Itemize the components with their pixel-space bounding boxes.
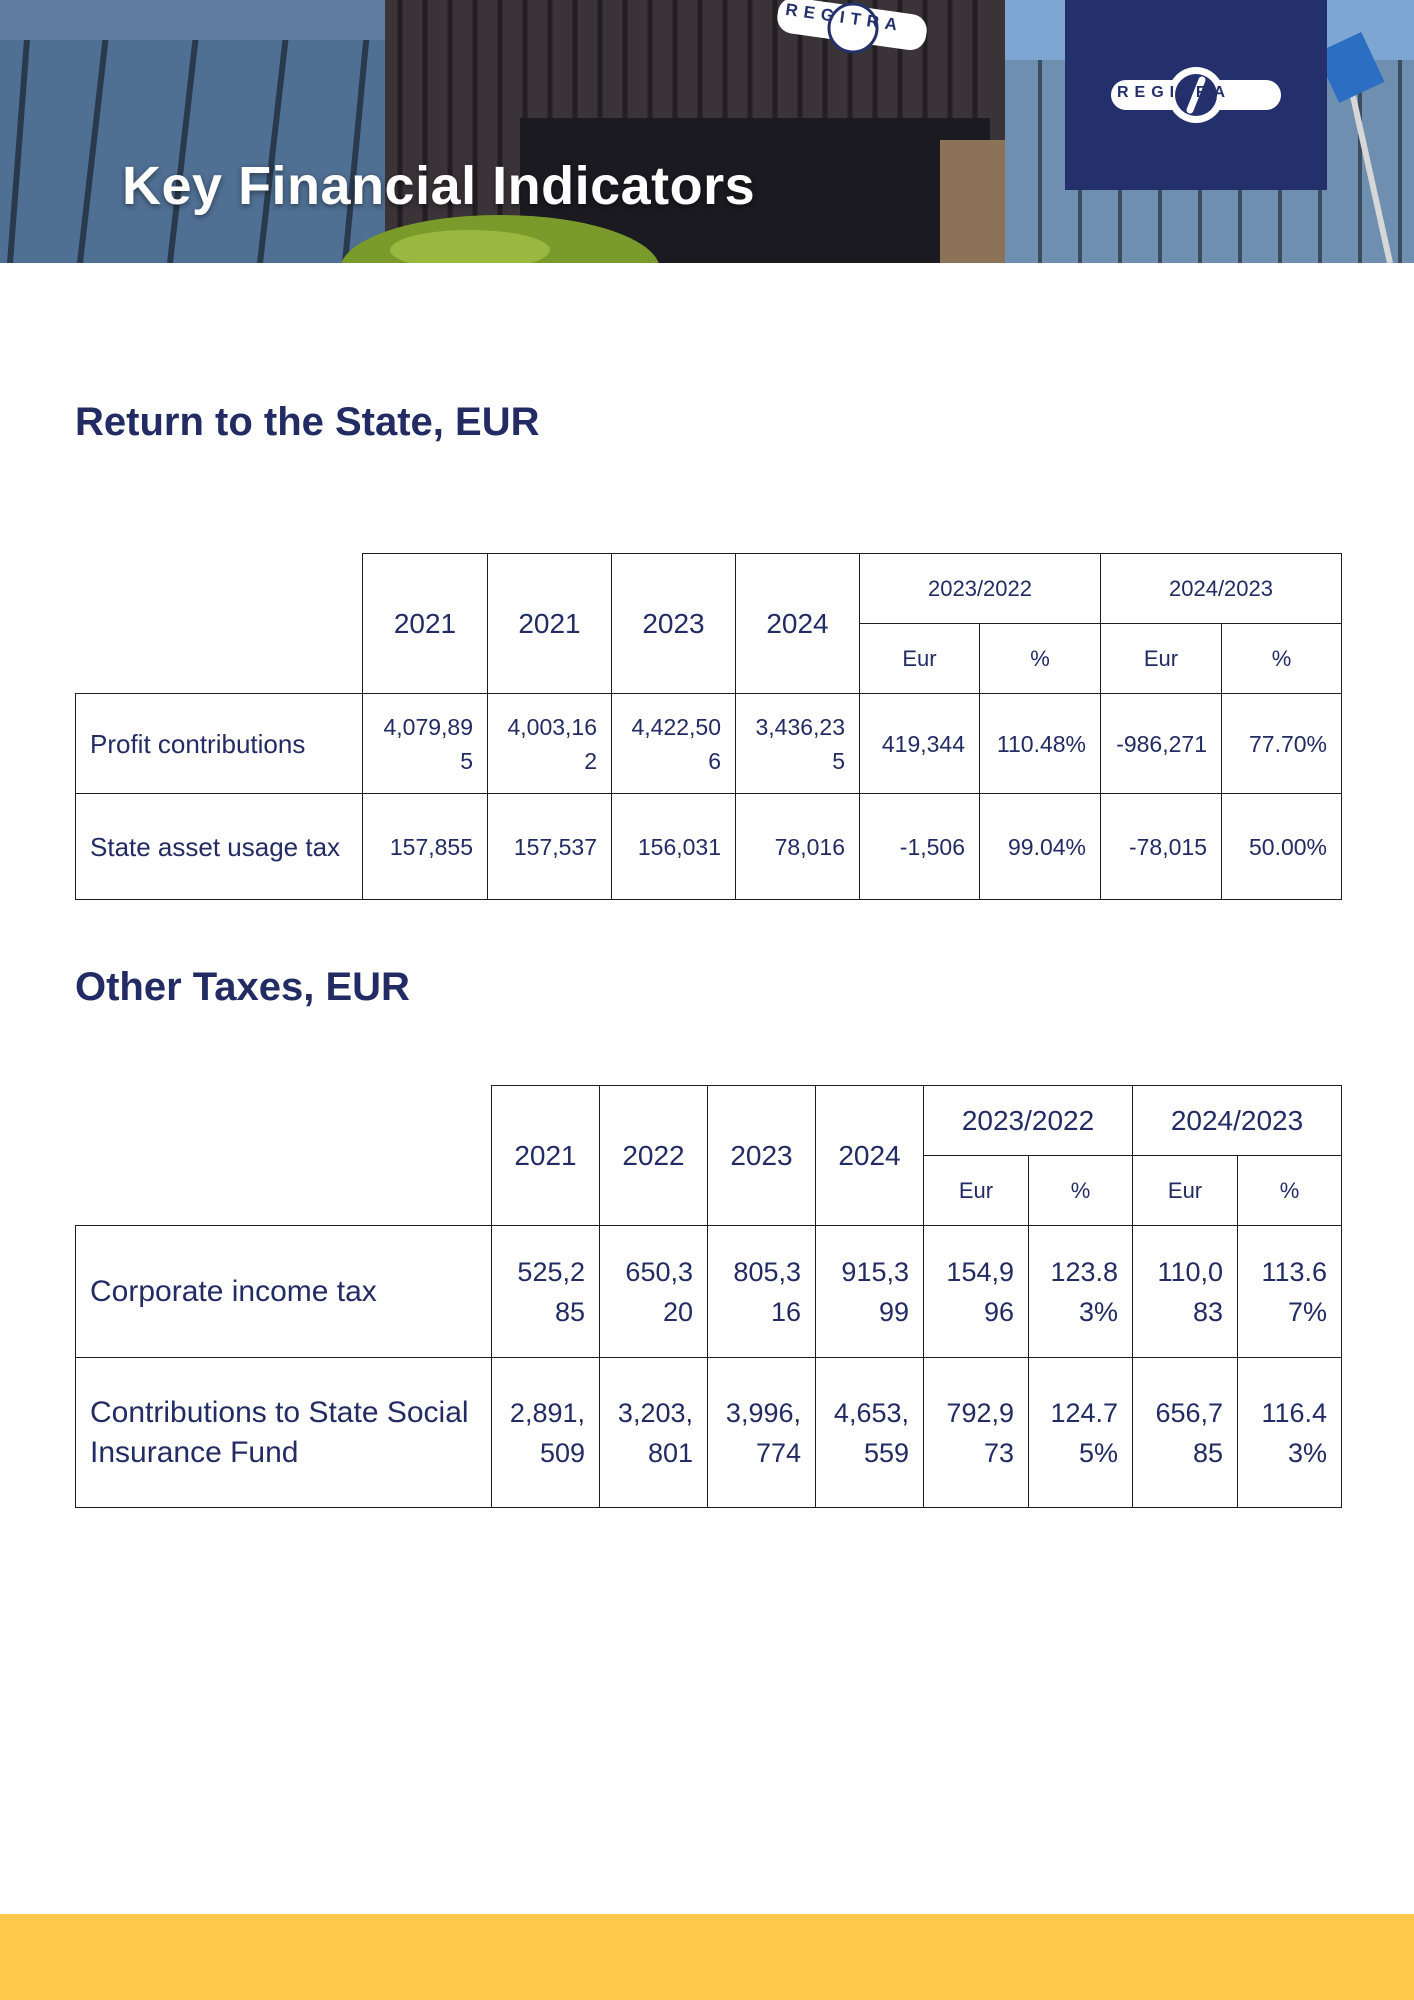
table-cell: 116.43% [1238,1358,1342,1508]
table-cell: 154,996 [924,1226,1029,1358]
other-taxes-title: Other Taxes, EUR [75,965,410,1009]
table-cell: 650,320 [600,1226,708,1358]
year-header: 2024 [816,1086,924,1226]
return-to-state-table [75,553,1342,900]
table-cell: 4,003,162 [488,694,612,794]
table-cell: 123.83% [1029,1226,1133,1358]
comparison-header: 2024/2023 [1133,1086,1342,1156]
table-cell: -1,506 [860,794,980,900]
table-corner [76,554,363,694]
table-row [76,794,1342,900]
table-cell: 99.04% [980,794,1101,900]
logo-box [1065,0,1327,190]
row-label: Contributions to State Social Insurance Fund [76,1358,492,1508]
comparison-header: 2024/2023 [1101,554,1342,624]
table-cell: 419,344 [860,694,980,794]
building-sign-logo-text: REGITRA [784,0,905,36]
table-row [76,694,1342,794]
table-cell: 4,653,559 [816,1358,924,1508]
sub-header-percent: % [980,624,1101,694]
table-cell: 656,785 [1133,1358,1238,1508]
table-cell: 915,399 [816,1226,924,1358]
row-label: Profit contributions [76,694,363,794]
sub-header-eur: Eur [924,1156,1029,1226]
year-header: 2023 [708,1086,816,1226]
table-cell: 124.75% [1029,1358,1133,1508]
sub-header-eur: Eur [1101,624,1222,694]
year-header: 2021 [488,554,612,694]
sub-header-percent: % [1029,1156,1133,1226]
sub-header-percent: % [1222,624,1342,694]
row-label: State asset usage tax [76,794,363,900]
year-header: 2023 [612,554,736,694]
table-cell: 110.48% [980,694,1101,794]
hero-banner [0,0,1414,263]
comparison-header: 2023/2022 [860,554,1101,624]
year-header: 2021 [492,1086,600,1226]
table-cell: 3,436,235 [736,694,860,794]
table-cell: 110,083 [1133,1226,1238,1358]
table-corner [76,1086,492,1226]
table-cell: 113.67% [1238,1226,1342,1358]
table-cell: 156,031 [612,794,736,900]
year-header: 2022 [600,1086,708,1226]
sub-header-percent: % [1238,1156,1342,1226]
table-cell: 157,537 [488,794,612,900]
table-cell: -986,271 [1101,694,1222,794]
table-cell: 3,203,801 [600,1358,708,1508]
return-to-state-title: Return to the State, EUR [75,400,540,444]
table-cell: -78,015 [1101,794,1222,900]
table-cell: 805,316 [708,1226,816,1358]
page-title: Key Financial Indicators [122,156,756,216]
comparison-header: 2023/2022 [924,1086,1133,1156]
table-cell: 4,422,506 [612,694,736,794]
footer-band [0,1914,1414,2000]
year-header: 2024 [736,554,860,694]
table-cell: 2,891,509 [492,1358,600,1508]
table-row [76,1226,1342,1358]
row-label: Corporate income tax [76,1226,492,1358]
table-cell: 50.00% [1222,794,1342,900]
sub-header-eur: Eur [860,624,980,694]
year-header: 2021 [363,554,488,694]
table-cell: 525,285 [492,1226,600,1358]
table-cell: 77.70% [1222,694,1342,794]
table-cell: 4,079,895 [363,694,488,794]
table-cell: 792,973 [924,1358,1029,1508]
table-cell: 3,996,774 [708,1358,816,1508]
table-cell: 78,016 [736,794,860,900]
table-cell: 157,855 [363,794,488,900]
regitra-logo-text: REGITRA [1117,84,1231,101]
table-row [76,1358,1342,1508]
other-taxes-table [75,1085,1342,1508]
sub-header-eur: Eur [1133,1156,1238,1226]
